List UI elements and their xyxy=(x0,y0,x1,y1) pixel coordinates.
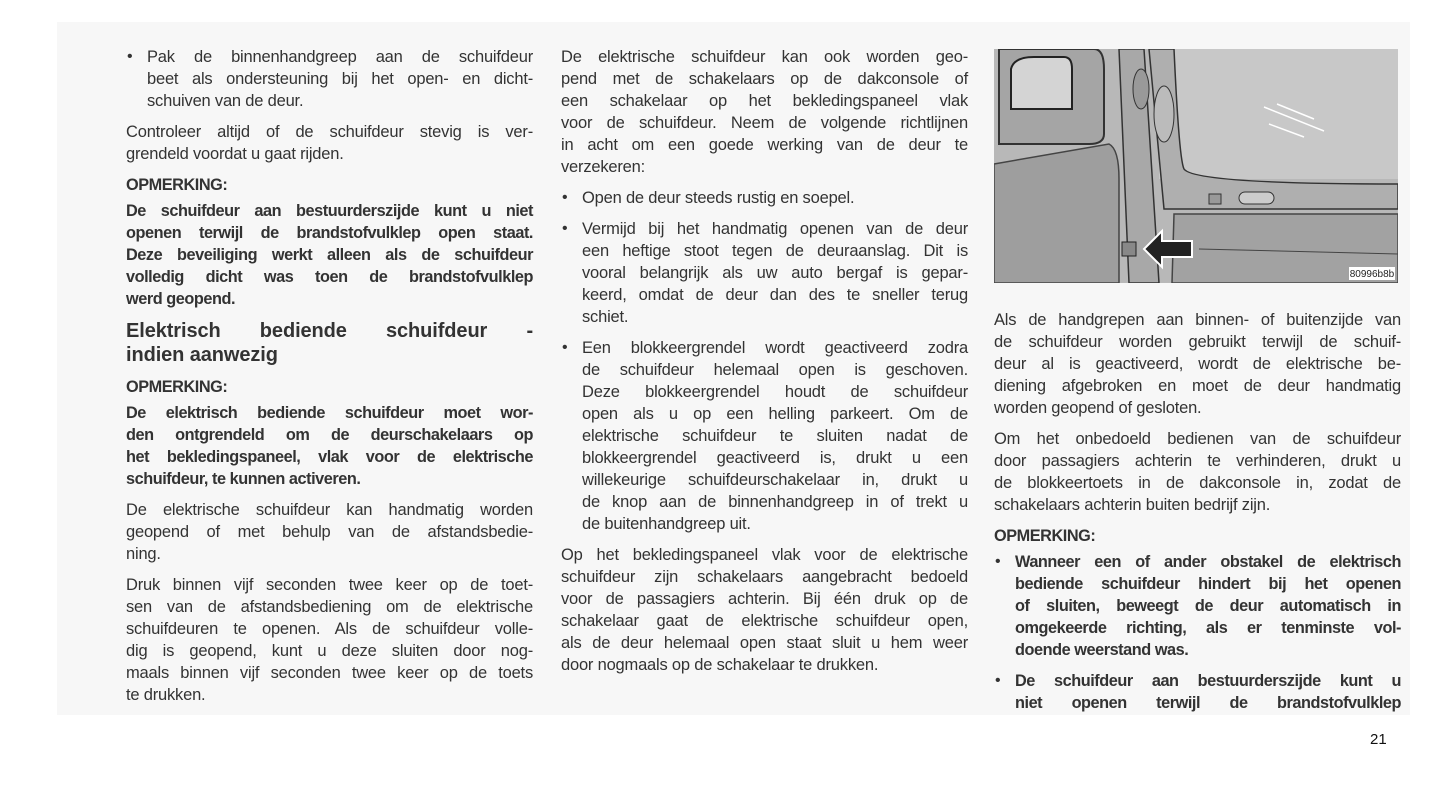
text-line: door passagiers achterin te verhinderen, drukt u xyxy=(994,452,1401,470)
text-line: indien aanwezig xyxy=(126,344,278,366)
section-heading xyxy=(126,319,533,367)
text-line: schuiven van de deur. xyxy=(147,92,304,110)
door-switch-illustration xyxy=(994,49,1398,283)
bullet-item xyxy=(561,337,968,535)
text-line: De schuifdeur aan bestuurderszijde kunt u niet xyxy=(126,202,533,220)
bold-note xyxy=(126,402,533,490)
text-line: elektrische schuifdeur te sluiten nadat de xyxy=(582,427,968,445)
text-line: schiet. xyxy=(582,308,629,326)
text-line: door nogmaals op de schakelaar te drukken. xyxy=(561,656,879,674)
text-line: de buitenhandgreep uit. xyxy=(582,515,751,533)
text-line: doende weerstand was. xyxy=(1015,641,1189,659)
paragraph xyxy=(561,544,968,676)
text-line: • De schuifdeur aan bestuurderszijde kunt u xyxy=(1015,672,1401,690)
text-line: Op het bekledingspaneel vlak voor de elektrische xyxy=(561,546,968,564)
text-line: • Pak de binnenhandgreep aan de schuifdeur xyxy=(147,48,533,66)
text-line: Controleer altijd of de schuifdeur stevig is ver- xyxy=(126,123,533,141)
text-line: volledig dicht was toen de brandstofvulklep xyxy=(126,268,533,286)
note-heading xyxy=(126,174,533,196)
text-line: voor de schuifdeur. Neem de volgende richtlijnen xyxy=(561,114,968,132)
text-line: een heftige stoot tegen de deuraanslag. Dit is xyxy=(582,242,968,260)
text-line: • Vermijd bij het handmatig openen van de deur xyxy=(582,220,968,238)
text-line: • Open de deur steeds rustig en soepel. xyxy=(582,189,855,207)
bullet-item xyxy=(561,218,968,328)
text-line: OPMERKING: xyxy=(126,378,228,396)
bold-bullet-item xyxy=(994,551,1401,661)
text-line: deur al is geactiveerd, wordt de elektrische be- xyxy=(994,355,1401,373)
text-line: de schuifdeur worden gebruikt terwijl de schuif- xyxy=(994,333,1401,351)
illustration-svg xyxy=(994,49,1398,283)
column-right xyxy=(994,49,1401,723)
paragraph xyxy=(126,499,533,565)
text-line: Elektrisch bediende schuifdeur - xyxy=(126,320,533,342)
text-line: niet openen terwijl de brandstofvulklep xyxy=(1015,694,1401,712)
text-line: pend met de schakelaars op de dakconsole of xyxy=(561,70,968,88)
text-line: OPMERKING: xyxy=(994,527,1096,545)
text-line: maals binnen vijf seconden twee keer op de toets xyxy=(126,664,533,682)
bold-bullet-item xyxy=(994,670,1401,714)
text-line: willekeurige schuifdeurschakelaar in, drukt u xyxy=(582,471,968,489)
text-line: bediende schuifdeur hindert bij het openen xyxy=(1015,575,1401,593)
text-line: geopend of met behulp van de afstandsbedie- xyxy=(126,523,533,541)
text-line: sen van de afstandsbediening om de elektrische xyxy=(126,598,533,616)
text-line: de knop aan de binnenhandgreep in of trekt u xyxy=(582,493,968,511)
text-line: Deze blokkeergrendel houdt de schuifdeur xyxy=(582,383,968,401)
note-heading xyxy=(994,525,1401,547)
column-left xyxy=(126,46,533,715)
text-line: openen terwijl de brandstofvulklep open staat. xyxy=(126,224,533,242)
text-line: vooral belangrijk als uw auto bergaf is gepar- xyxy=(582,264,968,282)
text-line: OPMERKING: xyxy=(126,176,228,194)
page-number: 21 xyxy=(1370,731,1387,748)
text-line: ning. xyxy=(126,545,161,563)
text-line: • Een blokkeergrendel wordt geactiveerd zodra xyxy=(582,339,968,357)
paragraph xyxy=(994,428,1401,516)
text-line: omgekeerde richting, als er tenminste vol- xyxy=(1015,619,1401,637)
text-line: dig is geopend, kunt u deze sluiten door nog- xyxy=(126,642,533,660)
text-line: grendeld voordat u gaat rijden. xyxy=(126,145,344,163)
text-line: voor de passagiers achterin. Bij één druk op de xyxy=(561,590,968,608)
text-line: Als de handgrepen aan binnen- of buitenzijde van xyxy=(994,311,1401,329)
column-middle xyxy=(561,46,968,685)
text-line: werd geopend. xyxy=(126,290,236,308)
text-line: De elektrisch bediende schuifdeur moet wor- xyxy=(126,404,533,422)
text-line: Druk binnen vijf seconden twee keer op de toet- xyxy=(126,576,533,594)
text-line: schakelaar gaat de elektrische schuifdeur open, xyxy=(561,612,968,630)
text-line: verzekeren: xyxy=(561,158,646,176)
text-line: de blokkeertoets in de dakconsole in, zodat de xyxy=(994,474,1401,492)
text-line: beet als ondersteuning bij het open- en dicht- xyxy=(147,70,533,88)
paragraph xyxy=(126,574,533,706)
text-line: in acht om een goede werking van de deur te xyxy=(561,136,968,154)
note-heading xyxy=(126,376,533,398)
bullet-item xyxy=(561,187,968,209)
text-line: Om het onbedoeld bedienen van de schuifdeur xyxy=(994,430,1401,448)
text-line: schuifdeuren te openen. Als de schuifdeur volle- xyxy=(126,620,533,638)
text-line: schuifdeur zijn schakelaars aangebracht bedoeld xyxy=(561,568,968,586)
text-line: den ontgrendeld om de deurschakelaars op xyxy=(126,426,533,444)
text-line: • Wanneer een of ander obstakel de elektrisch xyxy=(1015,553,1401,571)
bullet-item xyxy=(126,46,533,112)
paragraph xyxy=(126,121,533,165)
text-line: diening afgebroken en moet de deur handmatig xyxy=(994,377,1401,395)
text-line: worden geopend of gesloten. xyxy=(994,399,1202,417)
paragraph xyxy=(994,309,1401,419)
text-line: open als u op een helling parkeert. Om de xyxy=(582,405,968,423)
text-line: de schuifdeur helemaal open is geschoven. xyxy=(582,361,968,379)
bold-note xyxy=(126,200,533,310)
text-line: De elektrische schuifdeur kan ook worden geo- xyxy=(561,48,968,66)
text-line: Deze beveiliging werkt alleen als de schuifdeur xyxy=(126,246,533,264)
paragraph xyxy=(561,46,968,178)
figure-code: 80996b8b xyxy=(1349,269,1395,280)
text-line: De elektrische schuifdeur kan handmatig worden xyxy=(126,501,533,519)
text-line: schakelaars achterin buiten bedrijf zijn. xyxy=(994,496,1271,514)
text-line: een schakelaar op het bekledingspaneel vlak xyxy=(561,92,968,110)
text-line: of sluiten, beweegt de deur automatisch in xyxy=(1015,597,1401,615)
text-line: keerd, omdat de deur dan des te sneller terug xyxy=(582,286,968,304)
text-line: blokkeergrendel geactiveerd is, drukt u een xyxy=(582,449,968,467)
text-line: te drukken. xyxy=(126,686,206,704)
text-line: schuifdeur, te kunnen activeren. xyxy=(126,470,361,488)
text-line: het bekledingspaneel, vlak voor de elektrische xyxy=(126,448,533,466)
text-line: als de deur helemaal open staat sluit u hem weer xyxy=(561,634,968,652)
